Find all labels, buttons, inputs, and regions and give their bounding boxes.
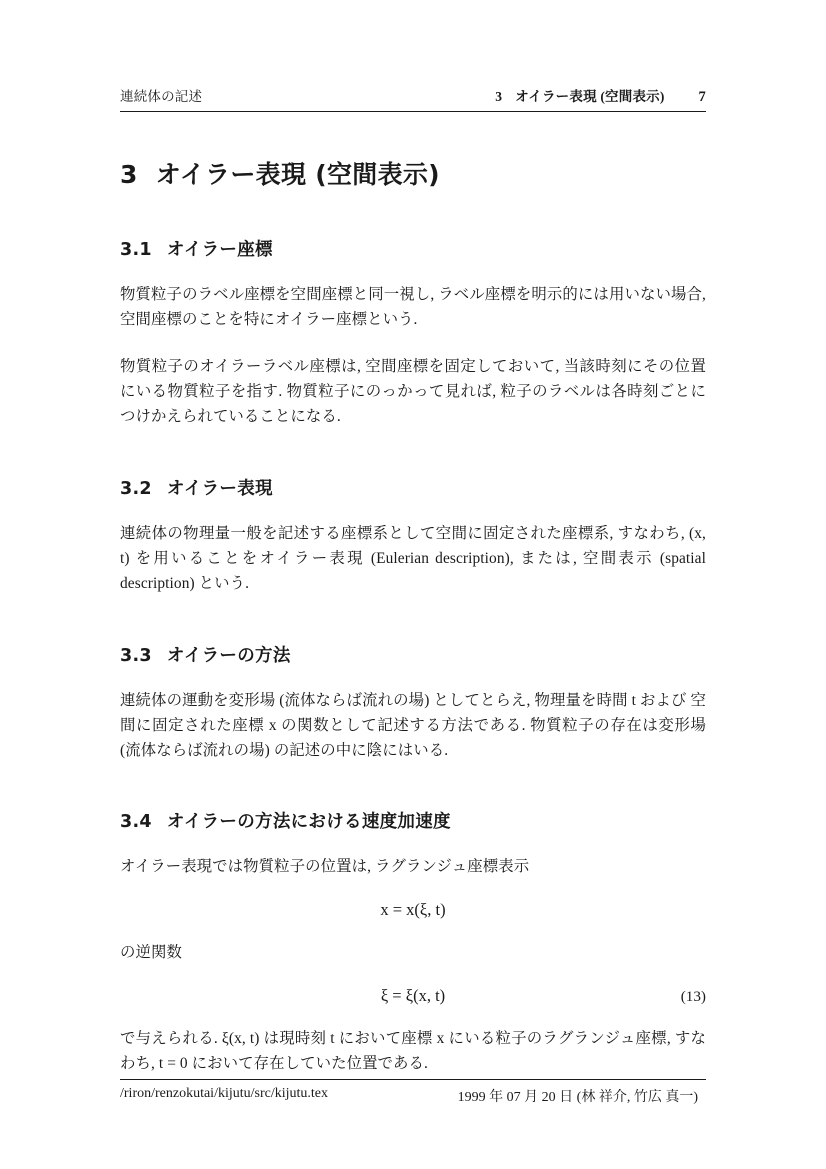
section-number-3-3: 3.3 [120,645,152,666]
equation-block-1 [120,900,706,926]
paragraph-3-4-3: で与えられる. ξ(x, t) は現時刻 t において座標 x にいる粒子のラグランジュ座標, すなわち, t = 0 において存在していた位置である. [120,1030,706,1073]
equation-block-2 [120,986,706,1012]
paragraph-3-3-1: 連続体の運動を変形場 (流体ならば流れの場) としてとらえ, 物理量を時間 t および 空間に固定された座標 x の関数として記述する方法である. 物質粒子の存在は変形場 (流体ならば流れの場) の記述の中に陰にはいる. [120,691,706,759]
section-title-3-4: オイラーの方法における速度加速度 [166,812,451,833]
running-head-left: 連続体の記述 [120,89,203,104]
running-head-section-title: オイラー表現 (空間表示) [515,89,665,104]
section-title-3-2: オイラー表現 [166,478,273,499]
page-content [120,85,706,1077]
equation-1: x = x(ξ, t) [380,900,446,920]
paragraph-3-1-1: 物質粒子のラベル座標を空間座標と同一視し, ラベル座標を明示的には用いない場合, 空間座標のことを特にオイラー座標という. [120,286,706,328]
chapter-title [120,155,706,191]
equation-2: ξ = ξ(x, t) [380,986,446,1006]
section-heading-3-4 [120,808,706,833]
paragraph-3-2-1: 連続体の物理量一般を記述する座標系として空間に固定された座標系, すなわち, (x, t) を用いることをオイラー表現 (Eulerian description), または, 空間表示 (spatial description) という. [120,524,706,592]
page-footer [120,1079,706,1106]
chapter-title-text: オイラー表現 (空間表示) [155,160,440,189]
paragraph-3-4-1: オイラー表現では物質粒子の位置は, ラグランジュ座標表示 [120,858,530,876]
footer-date-authors: 1999 年 07 月 20 日 (林 祥介, 竹広 真一) [457,1090,698,1105]
running-head [120,85,706,112]
section-heading-3-3 [120,642,706,667]
section-number-3-1: 3.1 [120,240,152,260]
section-number-3-2: 3.2 [120,478,152,499]
running-head-center [202,85,698,105]
page-number: 7 [698,89,706,105]
footer-source-path: /riron/renzokutai/kijutu/src/kijutu.tex [120,1086,329,1101]
paragraph-3-1-2: 物質粒子のオイラーラベル座標は, 空間座標を固定しておいて, 当該時刻にその位置にいる物質粒子を指す. 物質粒子にのっかって見れば, 粒子のラベルは各時刻ごとにつけかえられていることになる. [120,357,706,425]
section-number-3-4: 3.4 [120,812,152,833]
equation-2-number: (13) [680,988,706,1006]
section-title-3-1: オイラー座標 [166,240,273,260]
paragraph-3-4-2: の逆関数 [120,944,182,962]
running-head-section-number: 3 [495,89,503,104]
section-heading-3-1 [120,236,706,261]
section-heading-3-2 [120,475,706,500]
chapter-number: 3 [120,160,138,189]
section-title-3-3: オイラーの方法 [166,645,291,666]
